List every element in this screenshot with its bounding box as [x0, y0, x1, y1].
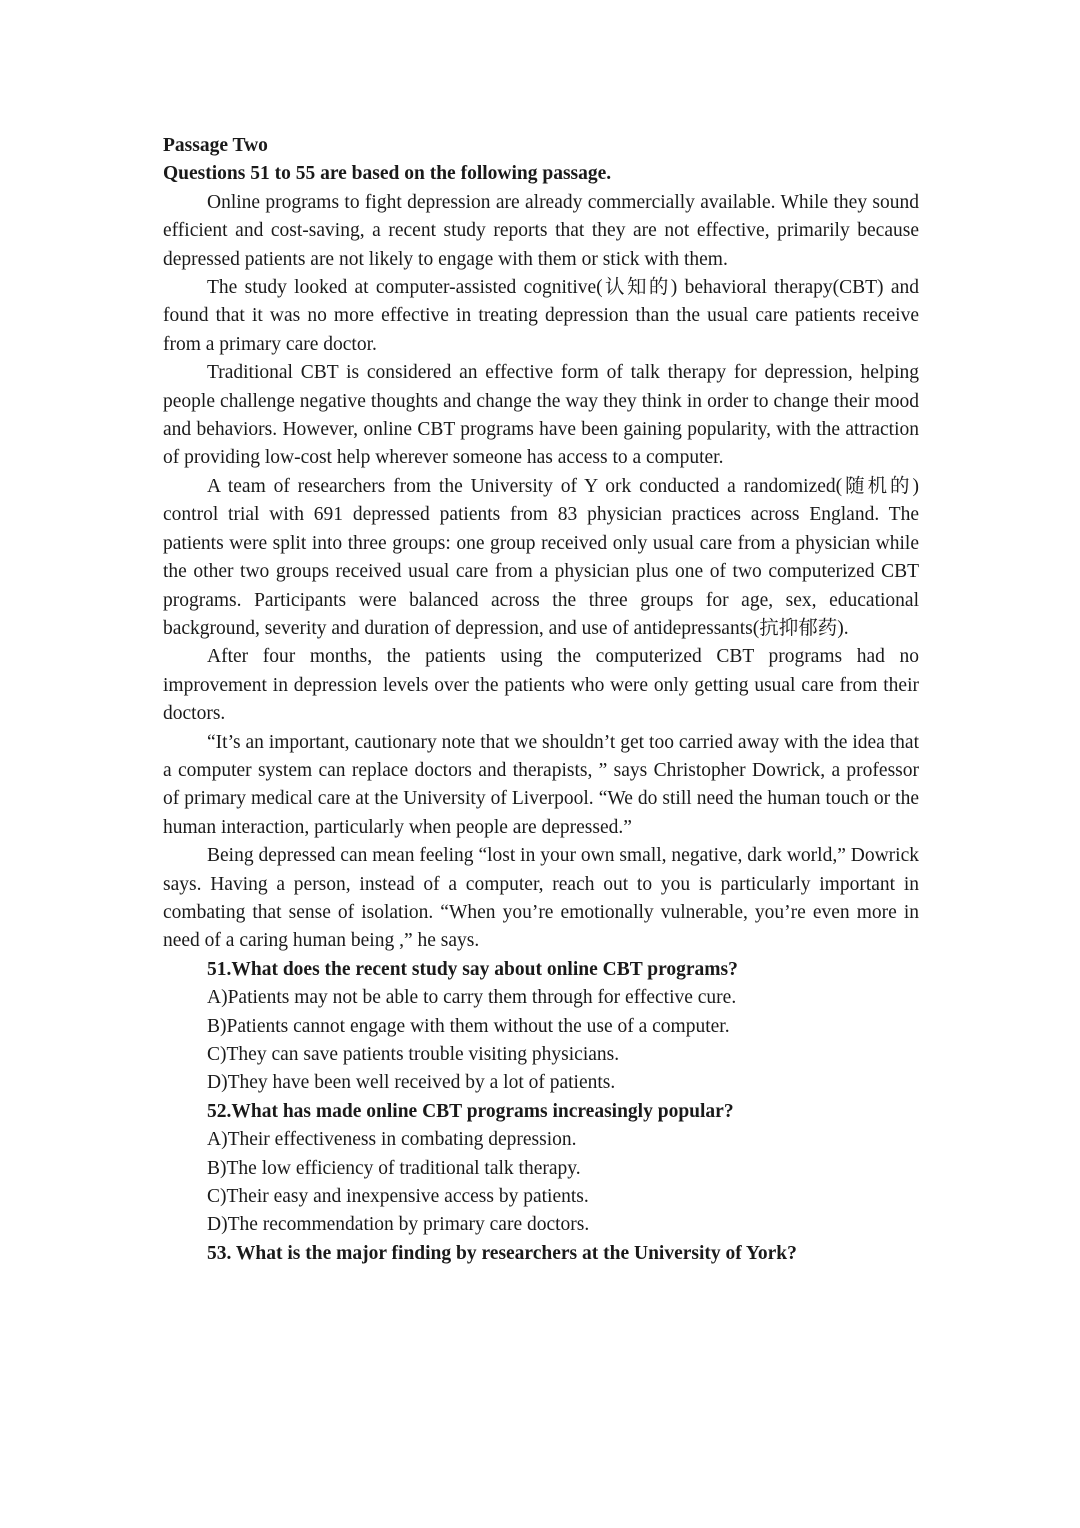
question-53: [163, 1240, 919, 1268]
answer-option-d: D)The recommendation by primary care doctors.: [207, 1214, 590, 1236]
paragraph: Online programs to fight depression are already commercially available. While they sound efficient and cost-saving, a recent study reports that they are not effective, primarily because depressed patients are not likely to engage with them or stick with them.: [163, 191, 919, 270]
answer-option-b: B)Patients cannot engage with them without the use of a computer.: [207, 1015, 730, 1037]
answer-option-a: A)Their effectiveness in combating depression.: [207, 1129, 577, 1151]
question-text: 51.What does the recent study say about online CBT programs?: [207, 958, 738, 980]
answer-option-c: C)Their easy and inexpensive access by patients.: [207, 1186, 589, 1208]
answer-option-c: C)They can save patients trouble visiting physicians.: [207, 1044, 620, 1065]
answer-option-b: B)The low efficiency of traditional talk therapy.: [207, 1157, 581, 1179]
answer-option-d: D)They have been well received by a lot of patients.: [207, 1072, 616, 1094]
document-page: [163, 132, 919, 1268]
question-52: [163, 1098, 919, 1240]
paragraph: Being depressed can mean feeling “lost in your own small, negative, dark world,” Dowrick says. Having a person, instead of a computer, reach out to you is particularly important in combating that sense of isolation. “When you’re emotionally vulnerable, you’re even more in need of a caring human being ,” he says.: [163, 845, 919, 952]
question-text: 53. What is the major finding by researchers at the University of York?: [207, 1242, 797, 1264]
passage-instruction: Questions 51 to 55 are based on the following passage.: [163, 163, 612, 185]
paragraph: After four months, the patients using the computerized CBT programs had no improvement in depression levels over the patients who were only getting usual care from their doctors.: [163, 646, 919, 725]
passage-title: Passage Two: [163, 135, 268, 156]
question-text: 52.What has made online CBT programs increasingly popular?: [207, 1100, 734, 1122]
paragraph: “It’s an important, cautionary note that we shouldn’t get too carried away with the idea that a computer system can replace doctors and therapists, ” says Christopher Dowrick, a professor of primary medical care at the University of Liverpool. “We do still need the human touch or the human interaction, particularly when people are depressed.”: [163, 731, 919, 838]
paragraph: A team of researchers from the University of Y ork conducted a randomized(随机的) control trial with 691 depressed patients from 83 physician practices across England. The patients were split into three groups: one group received only usual care from a physician while the other two groups received usual care from a physician plus one of two computerized CBT programs. Participants were balanced across the three groups for age, sex, educational background, severity and duration of depression, and use of antidepressants(抗抑郁药).: [163, 475, 919, 639]
paragraph: Traditional CBT is considered an effective form of talk therapy for depression, helping people challenge negative thoughts and change the way they think in order to change their mood and behaviors. However, online CBT programs have been gaining popularity, with the attraction of providing low-cost help wherever someone has access to a computer.: [163, 362, 919, 469]
answer-option-a: A)Patients may not be able to carry them through for effective cure.: [207, 987, 737, 1009]
paragraph: The study looked at computer-assisted cognitive(认知的) behavioral therapy(CBT) and found that it was no more effective in treating depression than the usual care patients receive from a primary care doctor.: [163, 277, 919, 355]
question-51: [163, 956, 919, 1098]
